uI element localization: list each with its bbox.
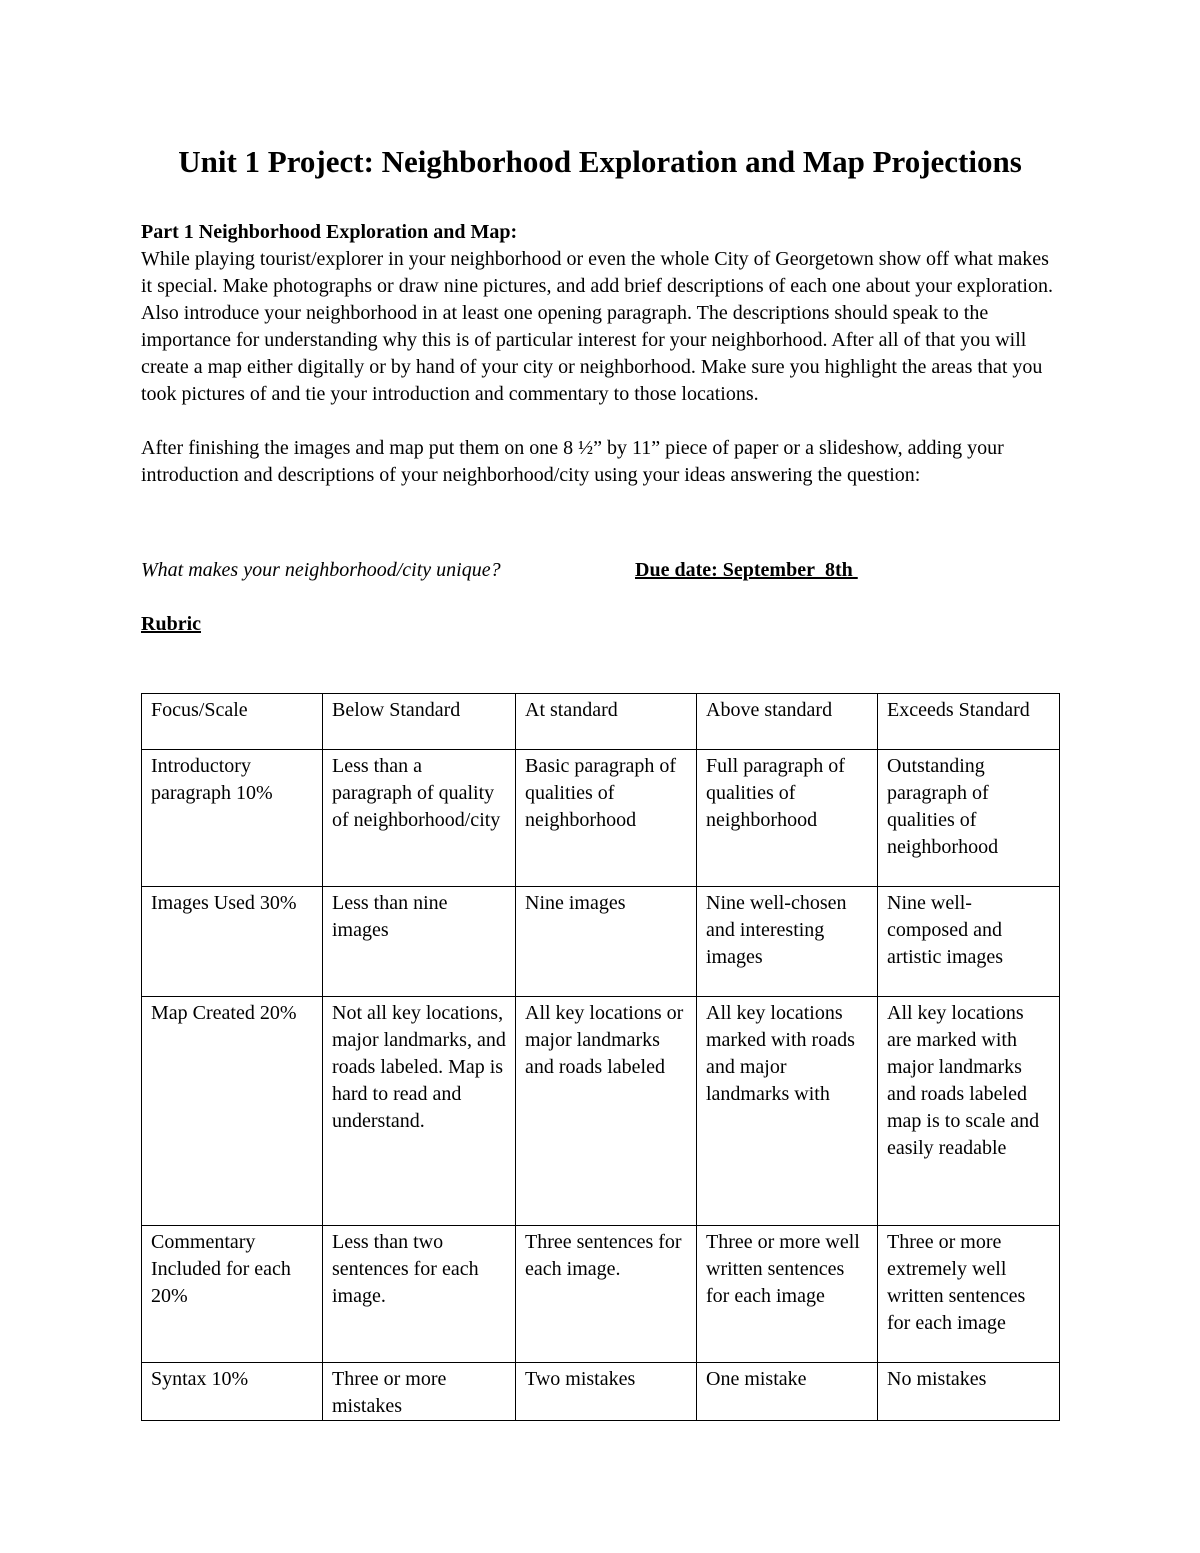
table-row bbox=[142, 750, 1060, 887]
document-title: Unit 1 Project: Neighborhood Exploration and Map Projections bbox=[178, 144, 1022, 179]
table-cell: Outstanding paragraph of qualities of neighborhood bbox=[878, 750, 1060, 887]
table-cell: Three sentences for each image. bbox=[516, 1226, 697, 1363]
table-cell: Less than a paragraph of quality of neighborhood/city bbox=[323, 750, 516, 887]
table-cell: All key locations or major landmarks and roads labeled bbox=[516, 997, 697, 1226]
table-cell: Less than two sentences for each image. bbox=[323, 1226, 516, 1363]
table-cell: No mistakes bbox=[878, 1363, 1060, 1421]
table-cell: Two mistakes bbox=[516, 1363, 697, 1421]
part1-body: While playing tourist/explorer in your neighborhood or even the whole City of Georgetown show off what makes it special. Make photographs or draw nine pictures, and add brief descriptions of each one about your exploration. Also introduce your neighborhood in at least one opening paragraph. The descriptions should speak to the importance for understanding why this is of particular interest for your neighborhood. After all of that you will create a map either digitally or by hand of your city or neighborhood. Make sure you highlight the areas that you took pictures of and tie your introduction and commentary to those locations. bbox=[141, 248, 1053, 405]
table-cell: Nine images bbox=[516, 887, 697, 997]
rubric-table bbox=[141, 693, 1060, 1421]
table-cell: All key locations marked with roads and major landmarks with bbox=[697, 997, 878, 1226]
table-cell: Full paragraph of qualities of neighborhood bbox=[697, 750, 878, 887]
table-cell: Not all key locations, major landmarks, and roads labeled. Map is hard to read and understand. bbox=[323, 997, 516, 1226]
table-cell: Syntax 10% bbox=[142, 1363, 323, 1421]
table-cell: Three or more mistakes bbox=[323, 1363, 516, 1421]
table-cell: Nine well-composed and artistic images bbox=[878, 887, 1060, 997]
header-below-standard: Below Standard bbox=[323, 694, 516, 750]
table-cell: Three or more well written sentences for each image bbox=[697, 1226, 878, 1363]
part1-heading: Part 1 Neighborhood Exploration and Map: bbox=[141, 221, 518, 243]
table-cell: Less than nine images bbox=[323, 887, 516, 997]
question-line bbox=[141, 557, 1059, 584]
header-at-standard: At standard bbox=[516, 694, 697, 750]
header-focus-scale: Focus/Scale bbox=[142, 694, 323, 750]
table-row bbox=[142, 1226, 1060, 1363]
guiding-question: What makes your neighborhood/city unique? bbox=[141, 559, 501, 581]
table-cell: Map Created 20% bbox=[142, 997, 323, 1226]
due-date: Due date: September_8th bbox=[635, 559, 858, 581]
table-cell: All key locations are marked with major landmarks and roads labeled map is to scale and easily readable bbox=[878, 997, 1060, 1226]
document-page bbox=[141, 140, 1059, 638]
table-cell: One mistake bbox=[697, 1363, 878, 1421]
rubric-header-row bbox=[142, 694, 1060, 750]
rubric-heading: Rubric bbox=[141, 613, 201, 635]
header-above-standard: Above standard bbox=[697, 694, 878, 750]
part1-body-2: After finishing the images and map put them on one 8 ½” by 11” piece of paper or a slideshow, adding your introduction and descriptions of your neighborhood/city using your ideas answering the question: bbox=[141, 437, 1004, 486]
table-cell: Nine well-chosen and interesting images bbox=[697, 887, 878, 997]
table-cell: Introductory paragraph 10% bbox=[142, 750, 323, 887]
table-cell: Basic paragraph of qualities of neighborhood bbox=[516, 750, 697, 887]
table-cell: Three or more extremely well written sentences for each image bbox=[878, 1226, 1060, 1363]
table-row bbox=[142, 1363, 1060, 1421]
table-row bbox=[142, 887, 1060, 997]
table-cell: Images Used 30% bbox=[142, 887, 323, 997]
table-cell: Commentary Included for each 20% bbox=[142, 1226, 323, 1363]
table-row bbox=[142, 997, 1060, 1226]
header-exceeds-standard: Exceeds Standard bbox=[878, 694, 1060, 750]
